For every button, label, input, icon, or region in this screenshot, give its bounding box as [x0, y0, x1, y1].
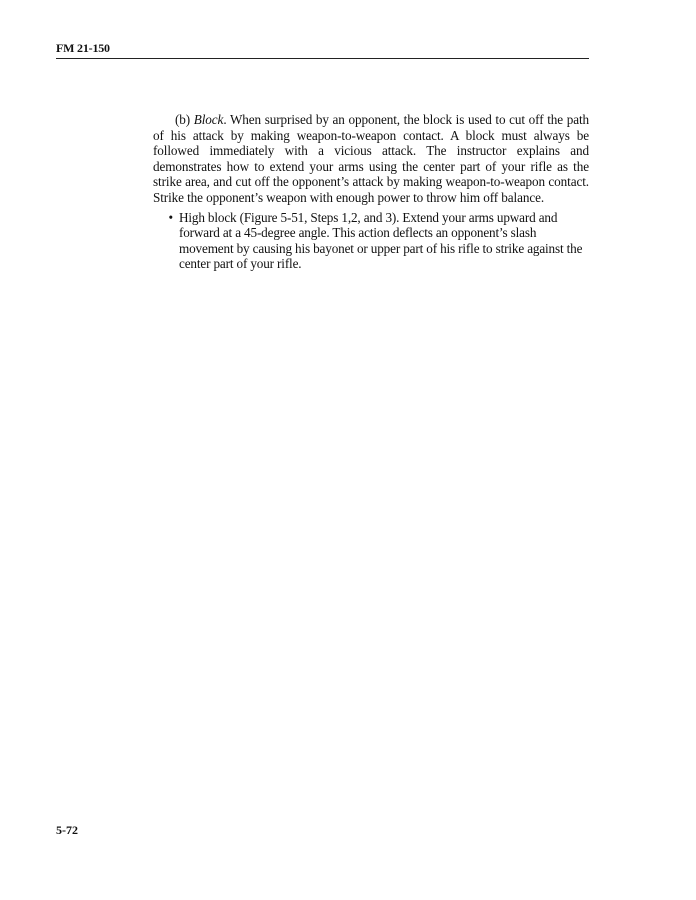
bullet-list — [153, 210, 589, 272]
bullet-text-high-block: High block (Figure 5-51, Steps 1,2, and 3). Extend your arms upward and forward at a 45-degree angle. This action deflects an opponent’s slash movement by causing his bayonet or upper part of his rifle to strike against the center part of your rifle. — [179, 209, 583, 272]
paragraph-term: Block — [193, 112, 224, 127]
running-header — [56, 41, 589, 59]
document-title: FM 21-150 — [56, 41, 110, 55]
paragraph-text: . When surprised by an opponent, the block is used to cut off the path of his attack by making weapon-to-weapon contact. A block must always be followed immediately with a vicious attack. The instructor explains and demonstrates how to extend your arms using the center part of your rifle as the strike area, and cut off the opponent’s attack by making weapon-to-weapon contact. Strike the opponent’s weapon with enough power to throw him off balance. — [153, 112, 589, 205]
bullet-dot-icon: • — [168, 209, 173, 225]
page-number: 5-72 — [56, 823, 78, 837]
list-item — [153, 210, 589, 272]
paragraph-block — [153, 112, 589, 206]
paragraph-label: (b) — [175, 112, 191, 127]
body-text — [153, 112, 589, 272]
